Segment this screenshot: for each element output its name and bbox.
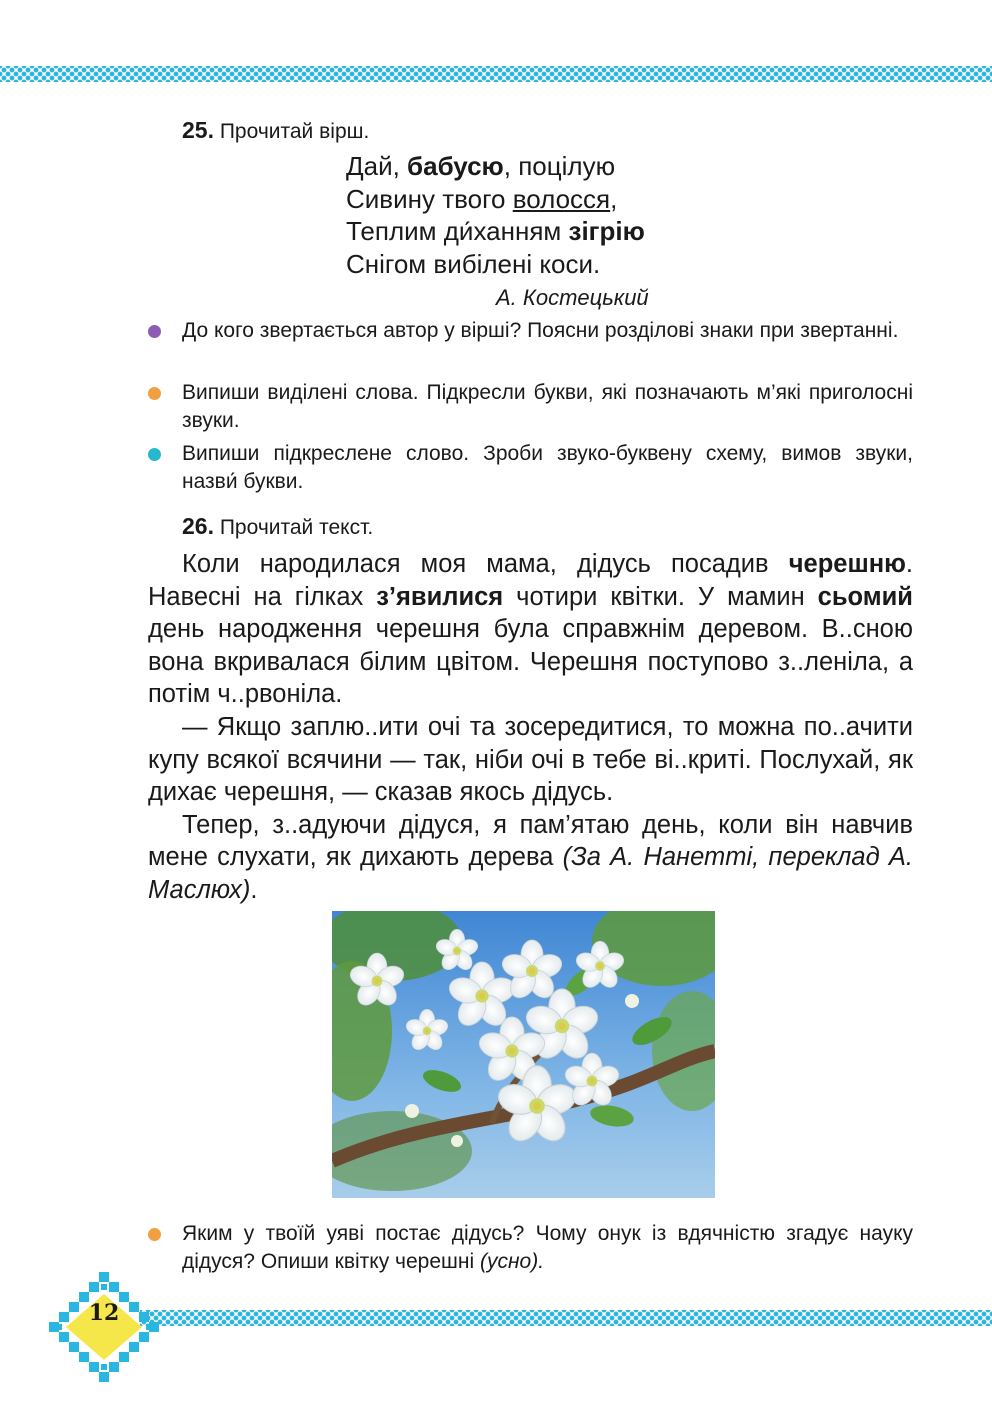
bottom-ornament-border <box>140 1310 992 1326</box>
story-paragraph-2: — Якщо заплю..ити очі та зосередитися, то можна по..ачити купу всякої всячини — так, ніби очі в тебе ві..криті. Послухай, як дихає черешня, — сказав якось дідусь. <box>148 712 913 807</box>
poem <box>346 150 649 310</box>
page-number: 12 <box>88 1300 120 1326</box>
poem-text: Дай, <box>346 151 408 181</box>
cherry-blossom-image <box>332 911 715 1198</box>
poem-text: , поцілую <box>503 151 616 181</box>
question-3-text: Випиши підкреслене слово. Зроби звуко-буквену схему, вимов звуки, назви́ букви. <box>182 442 913 493</box>
poem-line-1 <box>346 150 645 183</box>
story-paragraph-3 <box>148 809 913 907</box>
bold-word: сьомий <box>817 582 913 611</box>
story-text-run: . <box>250 875 258 904</box>
poem-line-3 <box>346 215 645 248</box>
story-text-run: Коли народилася моя мама, дідусь посадив <box>182 550 789 578</box>
task-25-instruction: Прочитай вірш. <box>219 120 370 143</box>
top-ornament-border <box>0 66 992 82</box>
purple-bullet-icon <box>148 325 161 338</box>
question-2 <box>148 379 913 435</box>
orange-bullet-icon <box>148 1228 161 1241</box>
question-2-text: Випиши виділені слова. Підкресли букви, які позначають м’які приголосні звуки. <box>182 381 913 432</box>
final-question-text <box>182 1220 913 1276</box>
story-text-run: день народження черешня була справжнім деревом. В..сною вона вкривалася білим цвітом. Черешня поступово з..леніла, а потім ч..рвоніла. <box>148 615 913 709</box>
source-citation: (За А. Нанетті, переклад А. Маслюх) <box>148 843 913 904</box>
poem-text: , <box>610 183 618 214</box>
poem-text: Сивину твого <box>346 183 513 214</box>
poem-line-2 <box>346 183 645 216</box>
story-text-run: . Навесні на гілках <box>148 550 913 611</box>
task-25-heading <box>182 117 369 144</box>
page-number-ornament-icon <box>44 1272 164 1392</box>
orange-bullet-icon <box>148 387 161 400</box>
question-1 <box>148 317 913 345</box>
story-paragraph-1 <box>148 548 913 711</box>
story-text-run: чотири квітки. У мамин <box>503 582 818 611</box>
bold-word: з’явилися <box>376 582 504 611</box>
task-26-number: 26. <box>182 513 214 539</box>
question-1-text: До кого звертається автор у вірші? Поясни розділові знаки при звертанні. <box>182 319 899 342</box>
task-26-instruction: Прочитай текст. <box>219 516 374 539</box>
oral-note: (усно). <box>479 1250 545 1273</box>
poem-author: А. Костецький <box>496 285 649 310</box>
poem-text: Теплим ди́ханням <box>346 216 569 246</box>
task-26-heading <box>182 513 373 540</box>
poem-line-4: Снігом вибілені коси. <box>346 248 601 279</box>
story-text-run: Тепер, з..адуючи дідуся, я пам’ятаю день, коли він навчив мене слухати, як дихають дерева <box>148 810 913 872</box>
task-25-number: 25. <box>182 117 214 143</box>
cyan-bullet-icon <box>148 448 161 461</box>
underlined-word: волосся <box>512 183 611 214</box>
bold-word: зігрію <box>568 216 645 246</box>
question-text-run: Яким у твоїй уяві постає дідусь? Чому онук із вдячністю згадує науку дідуся? Опиши квітку черешні <box>182 1222 913 1273</box>
story-text <box>148 548 913 907</box>
cherry-blossom-photo <box>332 911 715 1198</box>
bold-word: бабусю <box>407 151 504 181</box>
final-question <box>148 1220 913 1276</box>
bold-word: черешню <box>788 550 906 578</box>
question-3 <box>148 440 913 496</box>
